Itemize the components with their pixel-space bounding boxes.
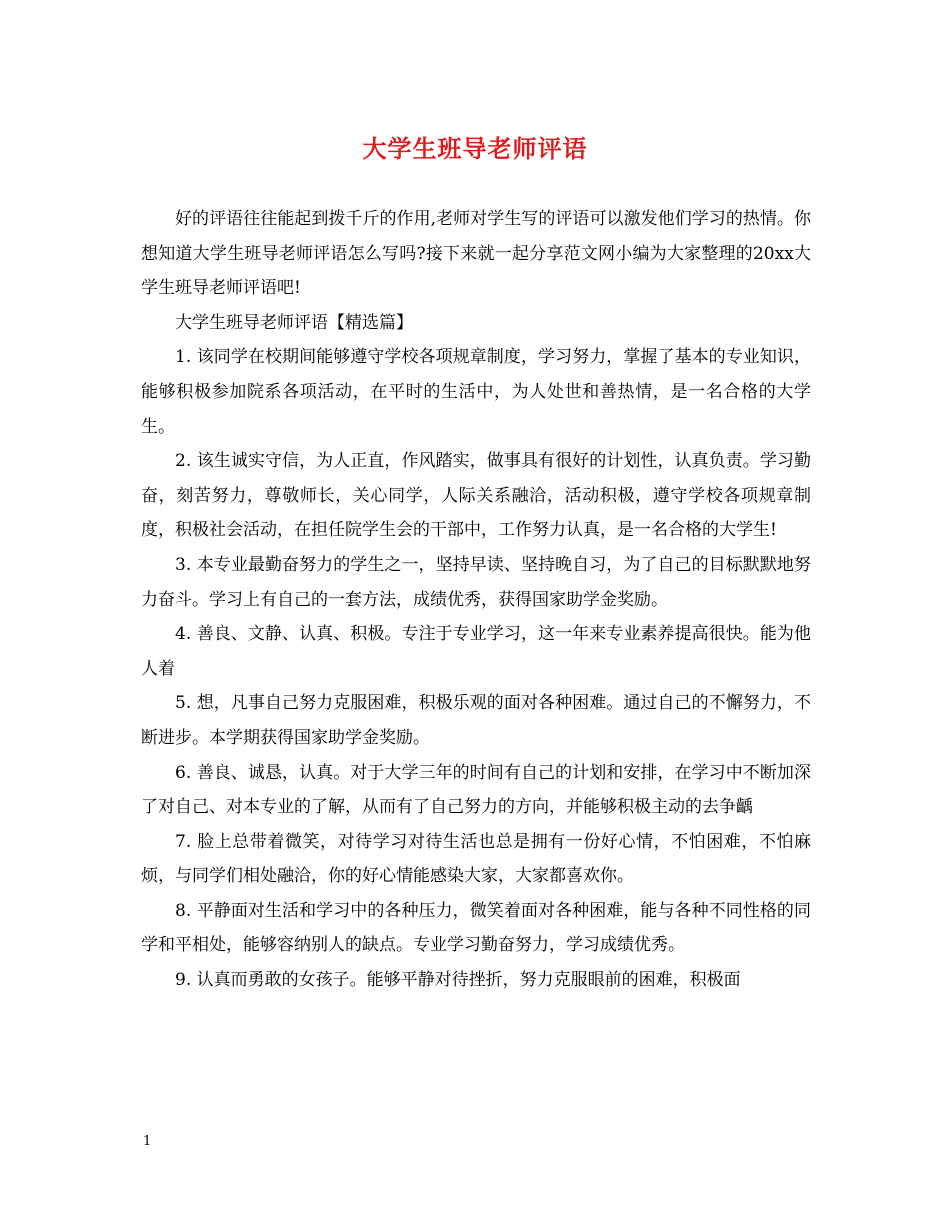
comment-item-6: 6. 善良、诚恳，认真。对于大学三年的时间有自己的计划和安排，在学习中不断加深了对自己、对本专业的了解，从而有了自己努力的方向，并能够积极主动的去争齲 xyxy=(141,762,811,818)
comment-item-8: 8. 平静面对生活和学习中的各种压力，微笑着面对各种困难，能与各种不同性格的同学和平相处，能够容纳别人的缺点。专业学习勤奋努力，学习成绩优秀。 xyxy=(141,900,811,956)
document-title: 大学生班导老师评语 xyxy=(362,134,588,163)
document-body xyxy=(141,202,811,998)
section-heading: 大学生班导老师评语【精选篇】 xyxy=(175,312,413,333)
comment-item-9: 9. 认真而勇敢的女孩子。能够平静对待挫折，努力克服眼前的困难，积极面 xyxy=(175,970,741,991)
comment-item-5: 5. 想，凡事自己努力克服困难，积极乐观的面对各种困难。通过自己的不懈努力，不断进步。本学期获得国家助学金奖励。 xyxy=(141,693,811,748)
intro-paragraph: 好的评语往往能起到拨千斤的作用,老师对学生写的评语可以激发他们学习的热情。你想知道大学生班导老师评语怎么写吗?接下来就一起分享范文网小编为大家整理的20xx大学生班导老师评语吧! xyxy=(141,209,811,299)
page-number: 1 xyxy=(143,1134,152,1149)
comment-item-3: 3. 本专业最勤奋努力的学生之一，坚持早读、坚持晚自习，为了自己的目标默默地努力奋斗。学习上有自己的一套方法，成绩优秀，获得国家助学金奖励。 xyxy=(141,554,811,610)
comment-item-1: 1. 该同学在校期间能够遵守学校各项规章制度，学习努力，掌握了基本的专业知识，能够积极参加院系各项活动，在平时的生活中，为人处世和善热情，是一名合格的大学生。 xyxy=(141,347,811,437)
comment-item-4: 4. 善良、文静、认真、积极。专注于专业学习，这一年来专业素养提高很快。能为他人着 xyxy=(141,624,811,679)
comment-item-2: 2. 该生诚实守信，为人正直，作风踏实，做事具有很好的计划性，认真负责。学习勤奋，刻苦努力，尊敬师长，关心同学，人际关系融洽，活动积极，遵守学校各项规章制度，积极社会活动，在担任院学生会的干部中，工作努力认真，是一名合格的大学生! xyxy=(141,451,811,541)
comment-item-7: 7. 脸上总带着微笑，对待学习对待生活也总是拥有一份好心情，不怕困难，不怕麻烦，与同学们相处融洽，你的好心情能感染大家，大家都喜欢你。 xyxy=(141,831,811,887)
